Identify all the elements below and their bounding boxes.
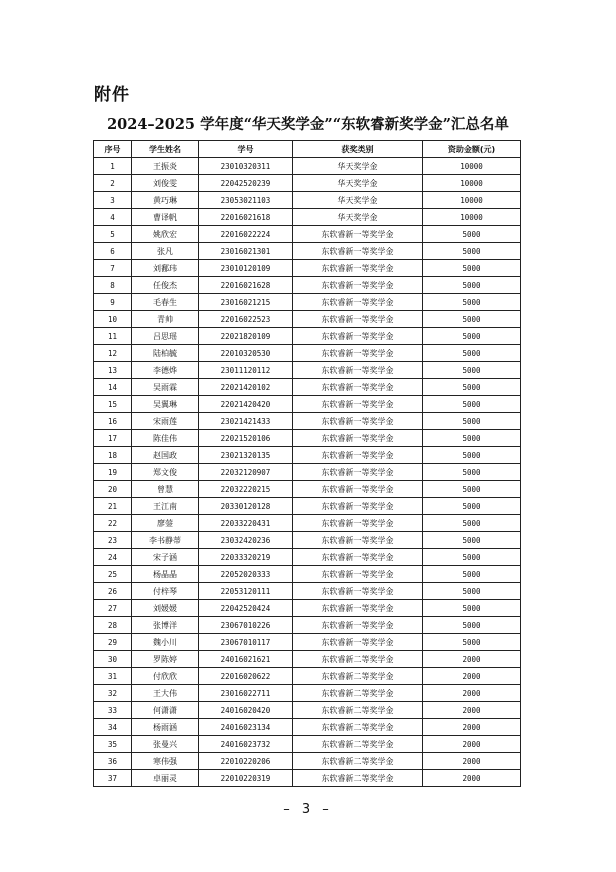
table-body: [94, 158, 521, 787]
table-row: [94, 277, 521, 294]
table-row: [94, 311, 521, 328]
cell-name: 付梓琴: [132, 583, 199, 600]
cell-award-type: 东软睿新一等奖学金: [293, 362, 423, 379]
cell-student-id: 22021520106: [199, 430, 293, 447]
attachment-label: 附件: [94, 85, 130, 105]
cell-award-type: 东软睿新一等奖学金: [293, 396, 423, 413]
cell-name: 寒伟强: [132, 753, 199, 770]
cell-award-type: 东软睿新一等奖学金: [293, 294, 423, 311]
cell-award-type: 东软睿新一等奖学金: [293, 277, 423, 294]
cell-seq: 37: [94, 770, 132, 787]
cell-award-type: 东软睿新一等奖学金: [293, 498, 423, 515]
table-row: [94, 345, 521, 362]
header-award-type: 获奖类别: [293, 141, 423, 158]
header-seq: 序号: [94, 141, 132, 158]
cell-student-id: 23021421433: [199, 413, 293, 430]
cell-name: 任俊杰: [132, 277, 199, 294]
cell-award-type: 东软睿新一等奖学金: [293, 617, 423, 634]
cell-name: 郑文俊: [132, 464, 199, 481]
table-row: [94, 549, 521, 566]
cell-student-id: 22010220206: [199, 753, 293, 770]
cell-award-type: 东软睿新一等奖学金: [293, 515, 423, 532]
cell-seq: 34: [94, 719, 132, 736]
cell-amount: 2000: [423, 770, 521, 787]
cell-name: 黄巧琳: [132, 192, 199, 209]
cell-student-id: 22010320530: [199, 345, 293, 362]
cell-amount: 5000: [423, 328, 521, 345]
cell-seq: 35: [94, 736, 132, 753]
cell-amount: 5000: [423, 413, 521, 430]
cell-amount: 5000: [423, 226, 521, 243]
cell-name: 宋雨莲: [132, 413, 199, 430]
cell-seq: 27: [94, 600, 132, 617]
cell-seq: 21: [94, 498, 132, 515]
table-row: [94, 617, 521, 634]
cell-student-id: 23016021215: [199, 294, 293, 311]
cell-award-type: 东软睿新一等奖学金: [293, 583, 423, 600]
cell-award-type: 华天奖学金: [293, 192, 423, 209]
cell-award-type: 东软睿新一等奖学金: [293, 481, 423, 498]
cell-name: 罗陈婷: [132, 651, 199, 668]
cell-student-id: 22016020622: [199, 668, 293, 685]
cell-seq: 23: [94, 532, 132, 549]
cell-award-type: 东软睿新二等奖学金: [293, 719, 423, 736]
cell-seq: 19: [94, 464, 132, 481]
cell-seq: 25: [94, 566, 132, 583]
table-row: [94, 175, 521, 192]
cell-amount: 5000: [423, 277, 521, 294]
cell-student-id: 23032420236: [199, 532, 293, 549]
cell-name: 王振炎: [132, 158, 199, 175]
cell-seq: 9: [94, 294, 132, 311]
header-name: 学生姓名: [132, 141, 199, 158]
cell-name: 张曼兴: [132, 736, 199, 753]
cell-student-id: 22021420102: [199, 379, 293, 396]
cell-amount: 10000: [423, 175, 521, 192]
table-row: [94, 719, 521, 736]
cell-award-type: 东软睿新一等奖学金: [293, 549, 423, 566]
cell-award-type: 东软睿新一等奖学金: [293, 260, 423, 277]
cell-seq: 32: [94, 685, 132, 702]
cell-amount: 5000: [423, 549, 521, 566]
table-row: [94, 753, 521, 770]
cell-amount: 5000: [423, 260, 521, 277]
cell-student-id: 22016022523: [199, 311, 293, 328]
cell-name: 曾慧: [132, 481, 199, 498]
cell-amount: 5000: [423, 243, 521, 260]
cell-name: 姚欣宏: [132, 226, 199, 243]
cell-name: 刘鄱玮: [132, 260, 199, 277]
cell-seq: 22: [94, 515, 132, 532]
cell-name: 张凡: [132, 243, 199, 260]
cell-name: 杨雨涵: [132, 719, 199, 736]
table-row: [94, 566, 521, 583]
cell-amount: 5000: [423, 498, 521, 515]
cell-student-id: 22032120907: [199, 464, 293, 481]
table-row: [94, 379, 521, 396]
cell-seq: 2: [94, 175, 132, 192]
cell-name: 陆柏毓: [132, 345, 199, 362]
cell-award-type: 东软睿新一等奖学金: [293, 634, 423, 651]
cell-seq: 14: [94, 379, 132, 396]
cell-amount: 5000: [423, 345, 521, 362]
cell-amount: 5000: [423, 532, 521, 549]
cell-name: 李德烨: [132, 362, 199, 379]
cell-student-id: 22042520239: [199, 175, 293, 192]
cell-student-id: 22052020333: [199, 566, 293, 583]
cell-student-id: 24016023134: [199, 719, 293, 736]
table-row: [94, 515, 521, 532]
cell-seq: 30: [94, 651, 132, 668]
cell-student-id: 22016022224: [199, 226, 293, 243]
cell-amount: 2000: [423, 651, 521, 668]
cell-student-id: 23067010226: [199, 617, 293, 634]
cell-award-type: 东软睿新一等奖学金: [293, 447, 423, 464]
table-row: [94, 396, 521, 413]
cell-name: 吕思瑶: [132, 328, 199, 345]
cell-seq: 15: [94, 396, 132, 413]
cell-amount: 5000: [423, 600, 521, 617]
table-row: [94, 226, 521, 243]
table-row: [94, 600, 521, 617]
cell-award-type: 东软睿新一等奖学金: [293, 379, 423, 396]
cell-seq: 3: [94, 192, 132, 209]
cell-student-id: 22033320219: [199, 549, 293, 566]
cell-student-id: 23010320311: [199, 158, 293, 175]
cell-name: 毛春生: [132, 294, 199, 311]
cell-student-id: 22033220431: [199, 515, 293, 532]
cell-amount: 5000: [423, 566, 521, 583]
cell-student-id: 22042520424: [199, 600, 293, 617]
cell-award-type: 东软睿新二等奖学金: [293, 753, 423, 770]
cell-student-id: 23053021103: [199, 192, 293, 209]
cell-amount: 5000: [423, 430, 521, 447]
cell-amount: 5000: [423, 481, 521, 498]
cell-student-id: 22021420420: [199, 396, 293, 413]
table-row: [94, 481, 521, 498]
cell-seq: 4: [94, 209, 132, 226]
cell-amount: 2000: [423, 685, 521, 702]
cell-student-id: 22021820109: [199, 328, 293, 345]
cell-award-type: 东软睿新二等奖学金: [293, 702, 423, 719]
cell-amount: 2000: [423, 753, 521, 770]
cell-amount: 2000: [423, 719, 521, 736]
cell-amount: 10000: [423, 192, 521, 209]
cell-award-type: 华天奖学金: [293, 209, 423, 226]
cell-student-id: 24016020420: [199, 702, 293, 719]
cell-amount: 5000: [423, 294, 521, 311]
table-row: [94, 736, 521, 753]
table-row: [94, 532, 521, 549]
cell-name: 廖蓥: [132, 515, 199, 532]
table-row: [94, 362, 521, 379]
cell-seq: 29: [94, 634, 132, 651]
cell-amount: 2000: [423, 702, 521, 719]
cell-student-id: 24016021621: [199, 651, 293, 668]
cell-seq: 5: [94, 226, 132, 243]
document-title: 2024–2025 学年度“华天奖学金”“东软睿新奖学金”汇总名单: [107, 116, 509, 133]
cell-seq: 20: [94, 481, 132, 498]
table-row: [94, 702, 521, 719]
cell-amount: 2000: [423, 736, 521, 753]
table-row: [94, 668, 521, 685]
cell-award-type: 东软睿新一等奖学金: [293, 226, 423, 243]
cell-amount: 5000: [423, 379, 521, 396]
table-row: [94, 583, 521, 600]
cell-name: 王江南: [132, 498, 199, 515]
cell-award-type: 东软睿新一等奖学金: [293, 464, 423, 481]
cell-student-id: 23011120112: [199, 362, 293, 379]
page-number: – 3 –: [283, 802, 333, 817]
cell-name: 卓丽灵: [132, 770, 199, 787]
cell-student-id: 23016021301: [199, 243, 293, 260]
table-row: [94, 413, 521, 430]
header-student-id: 学号: [199, 141, 293, 158]
cell-award-type: 东软睿新一等奖学金: [293, 566, 423, 583]
cell-seq: 28: [94, 617, 132, 634]
cell-award-type: 东软睿新二等奖学金: [293, 668, 423, 685]
cell-award-type: 东软睿新二等奖学金: [293, 651, 423, 668]
cell-name: 刘俊雯: [132, 175, 199, 192]
cell-award-type: 华天奖学金: [293, 158, 423, 175]
cell-name: 李书静蒂: [132, 532, 199, 549]
cell-award-type: 东软睿新一等奖学金: [293, 532, 423, 549]
cell-name: 青帅: [132, 311, 199, 328]
cell-amount: 5000: [423, 362, 521, 379]
cell-name: 陈佳伟: [132, 430, 199, 447]
cell-amount: 5000: [423, 515, 521, 532]
cell-amount: 5000: [423, 311, 521, 328]
cell-award-type: 东软睿新一等奖学金: [293, 345, 423, 362]
table-row: [94, 770, 521, 787]
cell-seq: 17: [94, 430, 132, 447]
cell-name: 刘媛媛: [132, 600, 199, 617]
cell-student-id: 23021320135: [199, 447, 293, 464]
cell-award-type: 华天奖学金: [293, 175, 423, 192]
cell-seq: 18: [94, 447, 132, 464]
cell-award-type: 东软睿新二等奖学金: [293, 770, 423, 787]
cell-award-type: 东软睿新二等奖学金: [293, 736, 423, 753]
table-header-row: [94, 141, 521, 158]
cell-name: 何潇潇: [132, 702, 199, 719]
cell-amount: 5000: [423, 464, 521, 481]
cell-name: 宋子涵: [132, 549, 199, 566]
cell-student-id: 22010220319: [199, 770, 293, 787]
cell-seq: 33: [94, 702, 132, 719]
cell-award-type: 东软睿新一等奖学金: [293, 600, 423, 617]
cell-seq: 24: [94, 549, 132, 566]
cell-student-id: 22016021618: [199, 209, 293, 226]
cell-name: 曹译帆: [132, 209, 199, 226]
cell-seq: 12: [94, 345, 132, 362]
cell-student-id: 22016021628: [199, 277, 293, 294]
table-row: [94, 498, 521, 515]
cell-seq: 6: [94, 243, 132, 260]
cell-amount: 2000: [423, 668, 521, 685]
header-amount: 资助金额(元): [423, 141, 521, 158]
cell-amount: 10000: [423, 209, 521, 226]
table-row: [94, 158, 521, 175]
cell-seq: 26: [94, 583, 132, 600]
cell-student-id: 20330120128: [199, 498, 293, 515]
cell-amount: 5000: [423, 396, 521, 413]
cell-seq: 7: [94, 260, 132, 277]
cell-student-id: 22032220215: [199, 481, 293, 498]
table-row: [94, 634, 521, 651]
cell-amount: 10000: [423, 158, 521, 175]
table-row: [94, 651, 521, 668]
cell-amount: 5000: [423, 447, 521, 464]
cell-award-type: 东软睿新一等奖学金: [293, 430, 423, 447]
cell-award-type: 东软睿新一等奖学金: [293, 413, 423, 430]
cell-award-type: 东软睿新一等奖学金: [293, 311, 423, 328]
cell-seq: 8: [94, 277, 132, 294]
cell-name: 王大伟: [132, 685, 199, 702]
table-row: [94, 447, 521, 464]
cell-seq: 11: [94, 328, 132, 345]
cell-award-type: 东软睿新一等奖学金: [293, 243, 423, 260]
table-row: [94, 328, 521, 345]
cell-award-type: 东软睿新二等奖学金: [293, 685, 423, 702]
cell-student-id: 24016023732: [199, 736, 293, 753]
cell-seq: 31: [94, 668, 132, 685]
cell-amount: 5000: [423, 634, 521, 651]
cell-student-id: 23067010117: [199, 634, 293, 651]
cell-seq: 36: [94, 753, 132, 770]
cell-name: 张博洋: [132, 617, 199, 634]
scholarship-table: [93, 140, 521, 787]
cell-student-id: 22053120111: [199, 583, 293, 600]
cell-award-type: 东软睿新一等奖学金: [293, 328, 423, 345]
table-row: [94, 243, 521, 260]
table-row: [94, 464, 521, 481]
table-row: [94, 260, 521, 277]
cell-amount: 5000: [423, 583, 521, 600]
cell-amount: 5000: [423, 617, 521, 634]
table-row: [94, 209, 521, 226]
cell-name: 吴翼琳: [132, 396, 199, 413]
cell-name: 吴雨霖: [132, 379, 199, 396]
table-row: [94, 192, 521, 209]
cell-name: 赵国政: [132, 447, 199, 464]
table-row: [94, 685, 521, 702]
cell-student-id: 23010120109: [199, 260, 293, 277]
cell-name: 魏小川: [132, 634, 199, 651]
cell-seq: 16: [94, 413, 132, 430]
cell-seq: 1: [94, 158, 132, 175]
cell-seq: 13: [94, 362, 132, 379]
table-row: [94, 294, 521, 311]
table-row: [94, 430, 521, 447]
cell-seq: 10: [94, 311, 132, 328]
cell-student-id: 23016022711: [199, 685, 293, 702]
cell-name: 杨晶晶: [132, 566, 199, 583]
cell-name: 付欣欣: [132, 668, 199, 685]
